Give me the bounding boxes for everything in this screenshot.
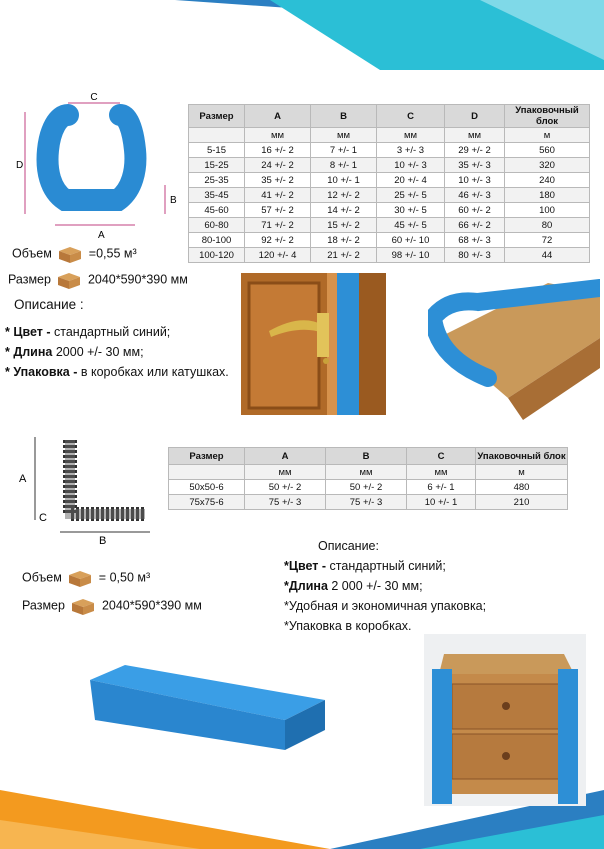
unit-cell: мм: [245, 465, 326, 480]
table-cell: 16 +/- 2: [245, 143, 311, 158]
table-cell: 100-120: [189, 248, 245, 263]
list-item: *Цвет - стандартный синий;: [284, 559, 446, 573]
table-cell: 44: [505, 248, 590, 263]
table-cell: 80 +/- 3: [445, 248, 505, 263]
table-cell: 3 +/- 3: [377, 143, 445, 158]
table-cell: 10 +/- 3: [445, 173, 505, 188]
header-c: C: [407, 448, 476, 465]
table-cell: 5-15: [189, 143, 245, 158]
l-profile-foam-photo: [85, 650, 330, 760]
unit-cell: мм: [245, 128, 311, 143]
table-cell: 66 +/- 2: [445, 218, 505, 233]
box-icon: [67, 568, 93, 588]
l-size-line: [22, 596, 202, 616]
table-cell: 21 +/- 2: [311, 248, 377, 263]
unit-cell: мм: [445, 128, 505, 143]
diagram-label-b: B: [99, 535, 107, 547]
size-value: 2040*590*390 мм: [87, 272, 188, 287]
box-icon: [70, 596, 96, 616]
header-pack: Упаковочный блок: [476, 448, 568, 465]
volume-value: =0,55 м³: [88, 246, 137, 261]
table-row: [189, 158, 590, 173]
table-cell: 180: [505, 188, 590, 203]
table-cell: 50x50-6: [169, 480, 245, 495]
table-units-row: [189, 128, 590, 143]
furniture-corner-photo: [428, 278, 600, 420]
table-cell: 92 +/- 2: [245, 233, 311, 248]
table-cell: 68 +/- 3: [445, 233, 505, 248]
header-a: A: [245, 448, 326, 465]
table-cell: 41 +/- 2: [245, 188, 311, 203]
list-item: * Цвет - стандартный синий;: [5, 325, 171, 339]
table-cell: 75 +/- 3: [326, 495, 407, 510]
table-cell: 30 +/- 5: [377, 203, 445, 218]
size-label: Размер: [22, 598, 65, 613]
header-b: B: [326, 448, 407, 465]
l-description: [284, 536, 486, 636]
table-cell: 14 +/- 2: [311, 203, 377, 218]
list-item: * Упаковка - в коробках или катушках.: [5, 365, 229, 379]
table-row: [189, 143, 590, 158]
header-size: Размер: [189, 105, 245, 128]
u-profile-diagram: [10, 90, 190, 240]
table-cell: 20 +/- 4: [377, 173, 445, 188]
table-cell: 80-100: [189, 233, 245, 248]
u-profile-table: [188, 104, 590, 263]
table-cell: 7 +/- 1: [311, 143, 377, 158]
volume-label: Объем: [12, 246, 52, 261]
header-size: Размер: [169, 448, 245, 465]
table-cell: 8 +/- 1: [311, 158, 377, 173]
u-description-title: Описание :: [14, 297, 84, 312]
table-header-row: [169, 448, 568, 465]
table-cell: 45-60: [189, 203, 245, 218]
diagram-label-a: A: [19, 473, 27, 485]
diagram-label-d: D: [16, 160, 24, 171]
header-c: C: [377, 105, 445, 128]
table-row: [189, 173, 590, 188]
table-row: [169, 480, 568, 495]
unit-cell: мм: [311, 128, 377, 143]
table-cell: 80: [505, 218, 590, 233]
table-cell: 6 +/- 1: [407, 480, 476, 495]
diagram-label-a: A: [98, 230, 105, 240]
l-profile-table: [168, 447, 568, 510]
table-cell: 72: [505, 233, 590, 248]
table-cell: 60 +/- 2: [445, 203, 505, 218]
door-photo: [241, 273, 386, 415]
list-item: * Длина 2000 +/- 30 мм;: [5, 345, 144, 359]
table-row: [189, 203, 590, 218]
table-cell: 45 +/- 5: [377, 218, 445, 233]
table-cell: 60 +/- 10: [377, 233, 445, 248]
header-d: D: [445, 105, 505, 128]
table-cell: 10 +/- 1: [311, 173, 377, 188]
table-cell: 18 +/- 2: [311, 233, 377, 248]
list-item: *Упаковка в коробках.: [284, 619, 412, 633]
u-volume-line: [12, 244, 137, 264]
diagram-label-c: C: [90, 92, 98, 103]
volume-value: = 0,50 м³: [98, 570, 151, 585]
table-cell: 210: [476, 495, 568, 510]
nightstand-photo: [424, 634, 586, 806]
u-description-list: [5, 322, 229, 382]
unit-cell: мм: [326, 465, 407, 480]
size-label: Размер: [8, 272, 51, 287]
table-row: [189, 248, 590, 263]
box-icon: [57, 244, 83, 264]
table-cell: 98 +/- 10: [377, 248, 445, 263]
table-cell: 480: [476, 480, 568, 495]
box-icon: [56, 270, 82, 290]
table-cell: 320: [505, 158, 590, 173]
size-value: 2040*590*390 мм: [101, 598, 202, 613]
table-cell: 120 +/- 4: [245, 248, 311, 263]
list-item: *Длина 2 000 +/- 30 мм;: [284, 579, 423, 593]
header-b: B: [311, 105, 377, 128]
header-pack: Упаковочный блок: [505, 105, 590, 128]
table-cell: 24 +/- 2: [245, 158, 311, 173]
table-cell: 35 +/- 3: [445, 158, 505, 173]
corner-decoration-top: [0, 0, 604, 80]
table-cell: 46 +/- 3: [445, 188, 505, 203]
unit-cell: [169, 465, 245, 480]
table-cell: 57 +/- 2: [245, 203, 311, 218]
table-cell: 15-25: [189, 158, 245, 173]
description-title: Описание:: [318, 539, 379, 553]
table-cell: 71 +/- 2: [245, 218, 311, 233]
table-cell: 50 +/- 2: [326, 480, 407, 495]
table-header-row: [189, 105, 590, 128]
table-cell: 25-35: [189, 173, 245, 188]
table-cell: 15 +/- 2: [311, 218, 377, 233]
table-row: [189, 188, 590, 203]
table-cell: 25 +/- 5: [377, 188, 445, 203]
table-cell: 60-80: [189, 218, 245, 233]
table-units-row: [169, 465, 568, 480]
table-cell: 75 +/- 3: [245, 495, 326, 510]
table-cell: 240: [505, 173, 590, 188]
table-cell: 75x75-6: [169, 495, 245, 510]
l-volume-line: [22, 568, 150, 588]
list-item: *Удобная и экономичная упаковка;: [284, 599, 487, 613]
table-cell: 10 +/- 1: [407, 495, 476, 510]
u-size-line: [8, 270, 188, 290]
table-cell: 10 +/- 3: [377, 158, 445, 173]
table-row: [189, 233, 590, 248]
unit-cell: м: [476, 465, 568, 480]
table-cell: 100: [505, 203, 590, 218]
unit-cell: м: [505, 128, 590, 143]
table-cell: 50 +/- 2: [245, 480, 326, 495]
table-cell: 35-45: [189, 188, 245, 203]
unit-cell: мм: [407, 465, 476, 480]
l-profile-diagram: [15, 432, 165, 547]
header-a: A: [245, 105, 311, 128]
diagram-label-b: B: [170, 195, 177, 206]
table-cell: 560: [505, 143, 590, 158]
diagram-label-c: C: [39, 512, 47, 524]
unit-cell: [189, 128, 245, 143]
volume-label: Объем: [22, 570, 62, 585]
table-cell: 35 +/- 2: [245, 173, 311, 188]
table-cell: 29 +/- 2: [445, 143, 505, 158]
table-cell: 12 +/- 2: [311, 188, 377, 203]
table-row: [169, 495, 568, 510]
unit-cell: мм: [377, 128, 445, 143]
table-row: [189, 218, 590, 233]
